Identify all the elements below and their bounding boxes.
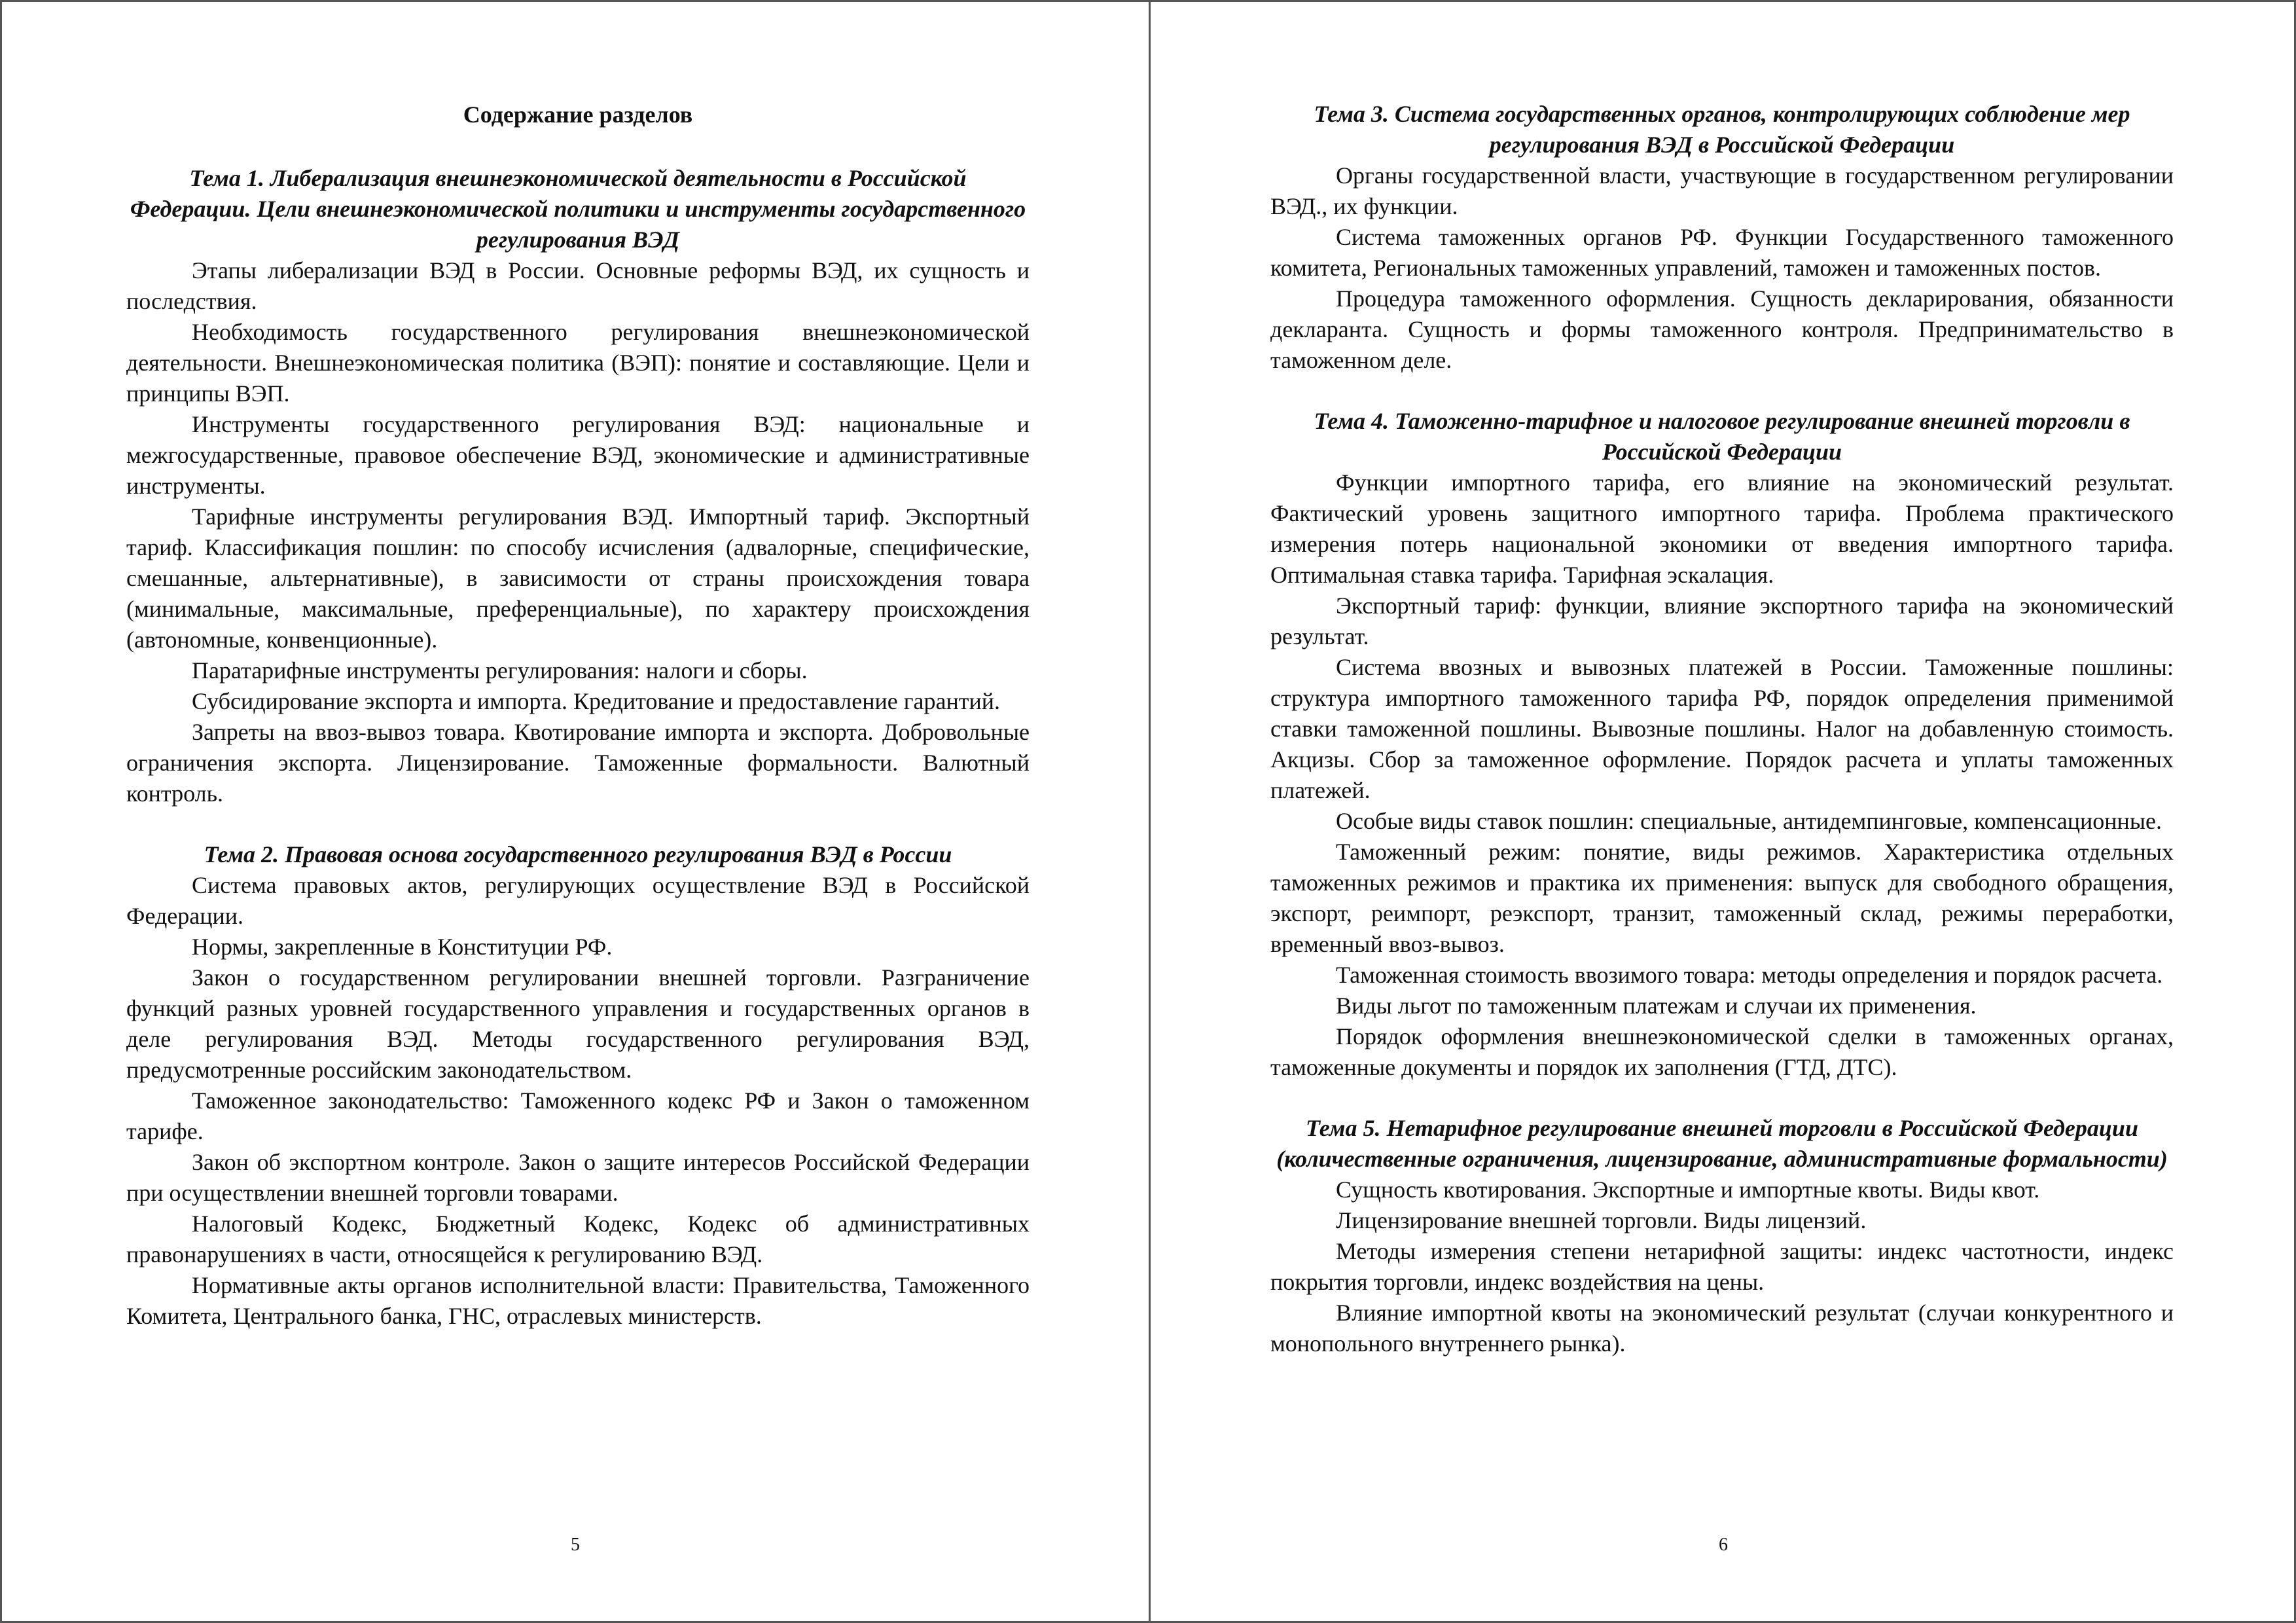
paragraph: Система ввозных и вывозных платежей в России. Таможенные пошлины: структура импортного таможенного тарифа РФ, порядок определения применимой ставки таможенной пошлины. Вывозные пошлины. Налог на добавленную стоимость. Акцизы. Сбор за таможенное оформление. Порядок расчета и уплаты таможенных платежей. bbox=[1270, 654, 2174, 803]
paragraph: Методы измерения степени нетарифной защиты: индекс частотности, индекс покрытия торговли, индекс воздействия на цены. bbox=[1270, 1238, 2174, 1295]
paragraph: Паратарифные инструменты регулирования: налоги и сборы. bbox=[192, 657, 808, 684]
paragraph: Органы государственной власти, участвующие в государственном регулировании ВЭД., их функции. bbox=[1270, 162, 2174, 219]
section-topic-1 bbox=[126, 163, 1030, 809]
page-number: 5 bbox=[571, 1535, 580, 1555]
section-title: Тема 1. Либерализация внешнеэкономической деятельности в Российской Федерации. Цели внешнеэкономической политики и инструменты государственного регулирования ВЭД bbox=[130, 165, 1026, 253]
paragraph: Таможенная стоимость ввозимого товара: методы определения и порядок расчета. bbox=[1336, 962, 2163, 988]
contents-heading: Содержание разделов bbox=[463, 101, 693, 128]
paragraph: Экспортный тариф: функции, влияние экспортного тарифа на экономический результат. bbox=[1270, 593, 2174, 649]
paragraph: Закон об экспортном контроле. Закон о защите интересов Российской Федерации при осуществлении внешней торговли товарами. bbox=[126, 1149, 1030, 1206]
paragraph: Функции импортного тарифа, его влияние на экономический результат. Фактический уровень защитного импортного тарифа. Проблема практического измерения потерь национальной экономики от введения импортного тарифа. Оптимальная ставка тарифа. Тарифная эскалация. bbox=[1270, 469, 2174, 588]
paragraph: Лицензирование внешней торговли. Виды лицензий. bbox=[1336, 1207, 1867, 1233]
page-number: 6 bbox=[1719, 1535, 1728, 1555]
paragraph: Система таможенных органов РФ. Функции Государственного таможенного комитета, Региональных таможенных управлений, таможен и таможенных постов. bbox=[1270, 224, 2174, 281]
left-page-content bbox=[126, 99, 1030, 1362]
paragraph: Нормативные акты органов исполнительной власти: Правительства, Таможенного Комитета, Центрального банка, ГНС, отраслевых министерств. bbox=[126, 1272, 1030, 1329]
paragraph: Налоговый Кодекс, Бюджетный Кодекс, Кодекс об административных правонарушениях в части, относящейся к регулированию ВЭД. bbox=[126, 1211, 1030, 1267]
paragraph: Особые виды ставок пошлин: специальные, антидемпинговые, компенсационные. bbox=[1336, 808, 2162, 834]
paragraph: Необходимость государственного регулирования внешнеэкономической деятельности. Внешнеэкономическая политика (ВЭП): понятие и составляющие. Цели и принципы ВЭП. bbox=[126, 319, 1030, 407]
paragraph: Порядок оформления внешнеэкономической сделки в таможенных органах, таможенные документы и порядок их заполнения (ГТД, ДТС). bbox=[1270, 1023, 2174, 1080]
paragraph: Субсидирование экспорта и импорта. Кредитование и предоставление гарантий. bbox=[192, 688, 1000, 714]
left-page bbox=[2, 2, 1149, 1621]
paragraph: Влияние импортной квоты на экономический результат (случаи конкурентного и монопольного внутреннего рынка). bbox=[1270, 1300, 2174, 1357]
section-title: Тема 5. Нетарифное регулирование внешней торговли в Российской Федерации (количественные ограничения, лицензирование, административные формальности) bbox=[1276, 1115, 2168, 1172]
section-title: Тема 4. Таможенно-тарифное и налоговое регулирование внешней торговли в Российской Федерации bbox=[1314, 408, 2130, 465]
paragraph: Запреты на ввоз-вывоз товара. Квотирование импорта и экспорта. Добровольные ограничения экспорта. Лицензирование. Таможенные формальности. Валютный контроль. bbox=[126, 719, 1030, 807]
paragraph: Таможенный режим: понятие, виды режимов. Характеристика отдельных таможенных режимов и практика их применения: выпуск для свободного обращения, экспорт, реимпорт, реэкспорт, транзит, таможенный склад, режимы переработки, временный ввоз-вывоз. bbox=[1270, 839, 2174, 957]
paragraph: Сущность квотирования. Экспортные и импортные квоты. Виды квот. bbox=[1336, 1176, 2040, 1203]
paragraph: Таможенное законодательство: Таможенного кодекс РФ и Закон о таможенном тарифе. bbox=[126, 1087, 1030, 1144]
section-title: Тема 3. Система государственных органов, контролирующих соблюдение мер регулирования ВЭД в Российской Федерации bbox=[1314, 101, 2130, 158]
section-title: Тема 2. Правовая основа государственного регулирования ВЭД в России bbox=[204, 841, 952, 867]
section-topic-5 bbox=[1270, 1113, 2174, 1359]
paragraph: Процедура таможенного оформления. Сущность декларирования, обязанности декларанта. Сущность и формы таможенного контроля. Предпринимательство в таможенном деле. bbox=[1270, 285, 2174, 373]
section-topic-2 bbox=[126, 839, 1030, 1332]
paragraph: Система правовых актов, регулирующих осуществление ВЭД в Российской Федерации. bbox=[126, 872, 1030, 929]
right-page bbox=[1151, 2, 2296, 1621]
paragraph: Закон о государственном регулировании внешней торговли. Разграничение функций разных уровней государственного управления и государственных органов в деле регулирования ВЭД. Методы государственного регулирования ВЭД, предусмотренные российским законодательством. bbox=[126, 964, 1030, 1083]
right-page-content bbox=[1270, 99, 2174, 1389]
paragraph: Виды льгот по таможенным платежам и случаи их применения. bbox=[1336, 993, 1977, 1019]
paragraph: Инструменты государственного регулирования ВЭД: национальные и межгосударственные, правовое обеспечение ВЭД, экономические и административные инструменты. bbox=[126, 411, 1030, 499]
paragraph: Тарифные инструменты регулирования ВЭД. Импортный тариф. Экспортный тариф. Классификация пошлин: по способу исчисления (адвалорные, специфические, смешанные, альтернативные), в зависимости от страны происхождения товара (минимальные, максимальные, преференциальные), по характеру происхождения (автономные, конвенционные). bbox=[126, 503, 1030, 653]
paragraph: Нормы, закрепленные в Конституции РФ. bbox=[192, 934, 613, 960]
paragraph: Этапы либерализации ВЭД в России. Основные реформы ВЭД, их сущность и последствия. bbox=[126, 257, 1030, 314]
section-topic-3 bbox=[1270, 99, 2174, 376]
section-topic-4 bbox=[1270, 406, 2174, 1083]
